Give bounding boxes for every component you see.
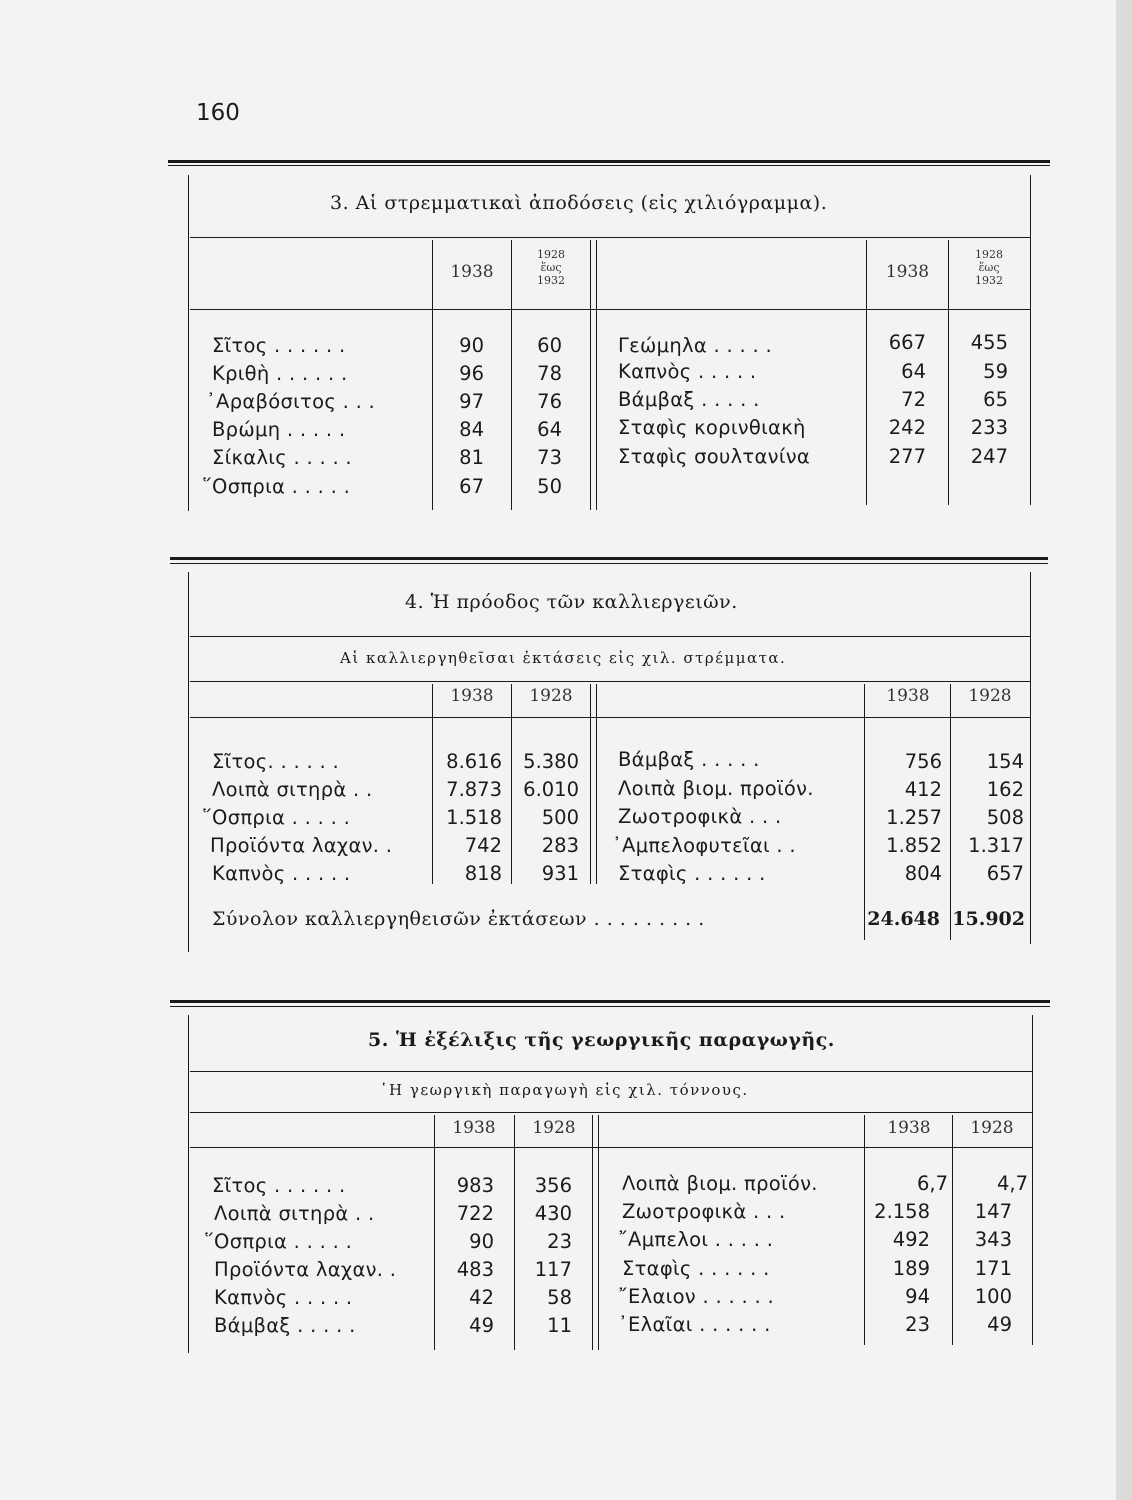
row-label: Σίκαλις . . . . . bbox=[212, 446, 352, 469]
value-1928: 11 bbox=[547, 1314, 572, 1337]
value-1928: 356 bbox=[534, 1174, 572, 1197]
row-label: Σῖτος . . . . . . bbox=[212, 334, 346, 357]
row-label: Λοιπὰ σιτηρὰ . . bbox=[214, 1202, 375, 1225]
row-label: Σταφὶς κορινθιακὴ bbox=[618, 416, 806, 439]
value-1928: 4,7 bbox=[996, 1172, 1028, 1195]
row-label: ῎Ελαιον . . . . . . bbox=[618, 1285, 774, 1308]
row-label: Καπνὸς . . . . . bbox=[214, 1286, 353, 1309]
value-1938: 49 bbox=[469, 1314, 494, 1337]
row-label: Καπνὸς . . . . . bbox=[212, 862, 351, 885]
col-divider bbox=[590, 684, 591, 884]
value-1928-32: 233 bbox=[970, 416, 1008, 439]
value-1938: 1.257 bbox=[886, 806, 942, 829]
col-divider bbox=[514, 1115, 515, 1350]
row-label: Λοιπὰ βιομ. προϊόν. bbox=[622, 1172, 818, 1195]
page-edge-shadow bbox=[1116, 0, 1132, 1500]
col-header-1938: 1938 bbox=[886, 686, 930, 706]
value-1928: 117 bbox=[534, 1258, 572, 1281]
col-header-1938: 1938 bbox=[452, 1118, 496, 1138]
value-1938: 242 bbox=[888, 416, 926, 439]
row-label: ᾿Αραβόσιτος . . . bbox=[206, 390, 376, 413]
total-label: Σύνολον καλλιεργηθεισῶν ἐκτάσεων . . . . . . . . . bbox=[212, 908, 705, 930]
col-divider bbox=[511, 684, 512, 884]
col-divider bbox=[434, 1115, 435, 1350]
col-header-1938: 1938 bbox=[450, 262, 494, 282]
value-1928-32: 78 bbox=[537, 362, 562, 385]
value-1938: 6,7 bbox=[916, 1172, 948, 1195]
col-divider bbox=[598, 1115, 599, 1350]
value-1928-32: 76 bbox=[537, 390, 562, 413]
value-1938: 97 bbox=[459, 390, 484, 413]
col-divider bbox=[592, 1115, 593, 1350]
row-label: Βρώμη . . . . . bbox=[212, 418, 346, 441]
value-1938: 81 bbox=[459, 446, 484, 469]
subtitle-rule bbox=[190, 681, 1030, 682]
value-1928-32: 59 bbox=[983, 360, 1008, 383]
frame-right bbox=[1030, 572, 1031, 944]
row-label: Ζωοτροφικὰ . . . bbox=[618, 805, 782, 828]
top-rule-thin bbox=[168, 165, 1050, 166]
row-label: ῞Οσπρια . . . . . bbox=[204, 1230, 353, 1253]
value-1938: 94 bbox=[905, 1285, 930, 1308]
row-label: Σταφὶς . . . . . . bbox=[622, 1257, 770, 1280]
value-1928: 508 bbox=[986, 806, 1024, 829]
row-label: Βάμβαξ . . . . . bbox=[618, 388, 760, 411]
col-divider bbox=[432, 240, 433, 510]
col-header-1938: 1938 bbox=[450, 686, 494, 706]
value-1928: 100 bbox=[974, 1285, 1012, 1308]
row-label: ῞Οσπρια . . . . . bbox=[202, 806, 351, 829]
row-label: Καπνὸς . . . . . bbox=[618, 360, 757, 383]
col-header-1938: 1938 bbox=[885, 262, 930, 282]
frame-right bbox=[1030, 175, 1031, 505]
row-label: Σῖτος . . . . . . bbox=[212, 1174, 346, 1197]
header-bottom-rule bbox=[190, 1147, 1032, 1148]
header-bottom-rule bbox=[190, 717, 1030, 718]
value-1928: 23 bbox=[547, 1230, 572, 1253]
value-1938: 1.852 bbox=[886, 834, 942, 857]
row-label: Λοιπὰ σιτηρὰ . . bbox=[212, 778, 373, 801]
value-1928: 500 bbox=[541, 806, 579, 829]
value-1938: 189 bbox=[892, 1257, 930, 1280]
table-subtitle: Αἱ καλλιεργηθεῖσαι ἐκτάσεις εἰς χιλ. στρέμματα. bbox=[340, 649, 787, 667]
value-1938: 84 bbox=[459, 418, 484, 441]
value-1928: 430 bbox=[534, 1202, 572, 1225]
col-header-1928-32: 1928 ἕως 1932 bbox=[975, 248, 1003, 287]
value-1938: 42 bbox=[469, 1286, 494, 1309]
table-title: 5. Ἡ ἐξέλιξις τῆς γεωργικῆς παραγωγῆς. bbox=[368, 1029, 835, 1051]
col-divider bbox=[950, 684, 951, 940]
frame-left bbox=[188, 175, 189, 511]
value-1928: 49 bbox=[987, 1313, 1012, 1336]
row-label: ῞Οσπρια . . . . . bbox=[202, 475, 351, 498]
value-1938: 64 bbox=[901, 360, 926, 383]
row-label: Λοιπὰ βιομ. προϊόν. bbox=[618, 777, 814, 800]
value-1938: 483 bbox=[456, 1258, 494, 1281]
top-rule bbox=[168, 160, 1050, 163]
row-label: Ζωοτροφικὰ . . . bbox=[622, 1200, 786, 1223]
col-divider bbox=[864, 684, 865, 940]
title-rule bbox=[190, 1071, 1032, 1072]
row-label: Βάμβαξ . . . . . bbox=[214, 1314, 356, 1337]
row-label: Σῖτος. . . . . . bbox=[212, 750, 340, 773]
title-rule bbox=[190, 636, 1030, 637]
row-label: Κριθὴ . . . . . . bbox=[212, 362, 348, 385]
table-subtitle: ῾Η γεωργικὴ παραγωγὴ εἰς χιλ. τόννους. bbox=[380, 1081, 749, 1099]
value-1938: 90 bbox=[459, 334, 484, 357]
value-1938: 492 bbox=[892, 1228, 930, 1251]
col-header-1928: 1928 bbox=[970, 1118, 1014, 1138]
value-1928: 343 bbox=[974, 1228, 1012, 1251]
value-1928-32: 64 bbox=[537, 418, 562, 441]
value-1938: 756 bbox=[904, 750, 942, 773]
col-header-1938: 1938 bbox=[887, 1118, 931, 1138]
header-bottom-rule bbox=[190, 309, 1030, 310]
col-header-1928-32: 1928 ἕως 1932 bbox=[537, 248, 565, 287]
col-divider bbox=[590, 240, 591, 510]
value-1938: 722 bbox=[456, 1202, 494, 1225]
value-1928: 147 bbox=[974, 1200, 1012, 1223]
value-1938: 804 bbox=[904, 862, 942, 885]
col-header-1928: 1928 bbox=[532, 1118, 576, 1138]
col-divider bbox=[866, 240, 867, 505]
col-header-1928: 1928 bbox=[968, 686, 1012, 706]
value-1928: 171 bbox=[974, 1257, 1012, 1280]
table-title: 4. Ἡ πρόοδος τῶν καλλιεργειῶν. bbox=[405, 591, 738, 613]
value-1928-32: 455 bbox=[970, 331, 1008, 354]
page-number: 160 bbox=[196, 100, 240, 126]
value-1938: 412 bbox=[904, 778, 942, 801]
value-1928-32: 247 bbox=[970, 445, 1008, 468]
value-1928: 283 bbox=[541, 834, 579, 857]
top-rule-thin bbox=[170, 563, 1048, 564]
value-1938: 1.518 bbox=[446, 806, 502, 829]
value-1938: 277 bbox=[888, 445, 926, 468]
row-label: Γεώμηλα . . . . . bbox=[618, 334, 772, 357]
value-1938: 7.873 bbox=[446, 778, 502, 801]
value-1928: 5.380 bbox=[523, 750, 579, 773]
value-1938: 983 bbox=[456, 1174, 494, 1197]
col-divider bbox=[432, 684, 433, 884]
value-1928: 1.317 bbox=[968, 834, 1024, 857]
table-title: 3. Αἱ στρεμματικαὶ ἀποδόσεις (εἰς χιλιόγραμμα). bbox=[330, 192, 828, 214]
value-1938: 67 bbox=[459, 475, 484, 498]
value-1928: 6.010 bbox=[523, 778, 579, 801]
header-rule bbox=[190, 237, 1030, 238]
value-1928: 58 bbox=[547, 1286, 572, 1309]
row-label: ᾿Ελαῖαι . . . . . . bbox=[618, 1313, 771, 1336]
value-1938: 8.616 bbox=[446, 750, 502, 773]
row-label: ῎Αμπελοι . . . . . bbox=[618, 1228, 774, 1251]
value-1928-32: 65 bbox=[983, 388, 1008, 411]
value-1928: 154 bbox=[986, 750, 1024, 773]
subtitle-rule bbox=[190, 1112, 1032, 1113]
value-1938: 96 bbox=[459, 362, 484, 385]
value-1938: 742 bbox=[464, 834, 502, 857]
total-1928: 15.902 bbox=[952, 908, 1025, 930]
value-1938: 667 bbox=[888, 331, 926, 354]
frame-left bbox=[188, 572, 189, 952]
row-label: Σταφὶς σουλτανίνα bbox=[618, 445, 811, 468]
col-divider bbox=[864, 1115, 865, 1345]
frame-right bbox=[1032, 1015, 1033, 1345]
value-1938: 72 bbox=[901, 388, 926, 411]
col-divider bbox=[596, 684, 597, 884]
value-1928: 931 bbox=[541, 862, 579, 885]
value-1938: 818 bbox=[464, 862, 502, 885]
value-1928: 162 bbox=[986, 778, 1024, 801]
row-label: ᾿Αμπελοφυτεῖαι . . bbox=[612, 834, 796, 857]
value-1938: 23 bbox=[905, 1313, 930, 1336]
col-divider bbox=[511, 240, 512, 510]
value-1938: 90 bbox=[469, 1230, 494, 1253]
value-1938: 2.158 bbox=[874, 1200, 930, 1223]
top-rule bbox=[170, 1000, 1050, 1003]
value-1928: 657 bbox=[986, 862, 1024, 885]
col-divider bbox=[952, 1115, 953, 1345]
top-rule-thin bbox=[170, 1006, 1050, 1007]
row-label: Βάμβαξ . . . . . bbox=[618, 748, 760, 771]
row-label: Προϊόντα λαχαν. . bbox=[210, 834, 393, 857]
col-divider bbox=[948, 240, 949, 505]
row-label: Προϊόντα λαχαν. . bbox=[214, 1258, 397, 1281]
total-1938: 24.648 bbox=[867, 908, 940, 930]
value-1928-32: 60 bbox=[537, 334, 562, 357]
col-header-1928: 1928 bbox=[529, 686, 573, 706]
row-label: Σταφὶς . . . . . . bbox=[618, 862, 766, 885]
value-1928-32: 50 bbox=[537, 475, 562, 498]
col-divider bbox=[596, 240, 597, 510]
value-1928-32: 73 bbox=[537, 446, 562, 469]
top-rule bbox=[170, 557, 1048, 560]
frame-left bbox=[188, 1015, 189, 1353]
